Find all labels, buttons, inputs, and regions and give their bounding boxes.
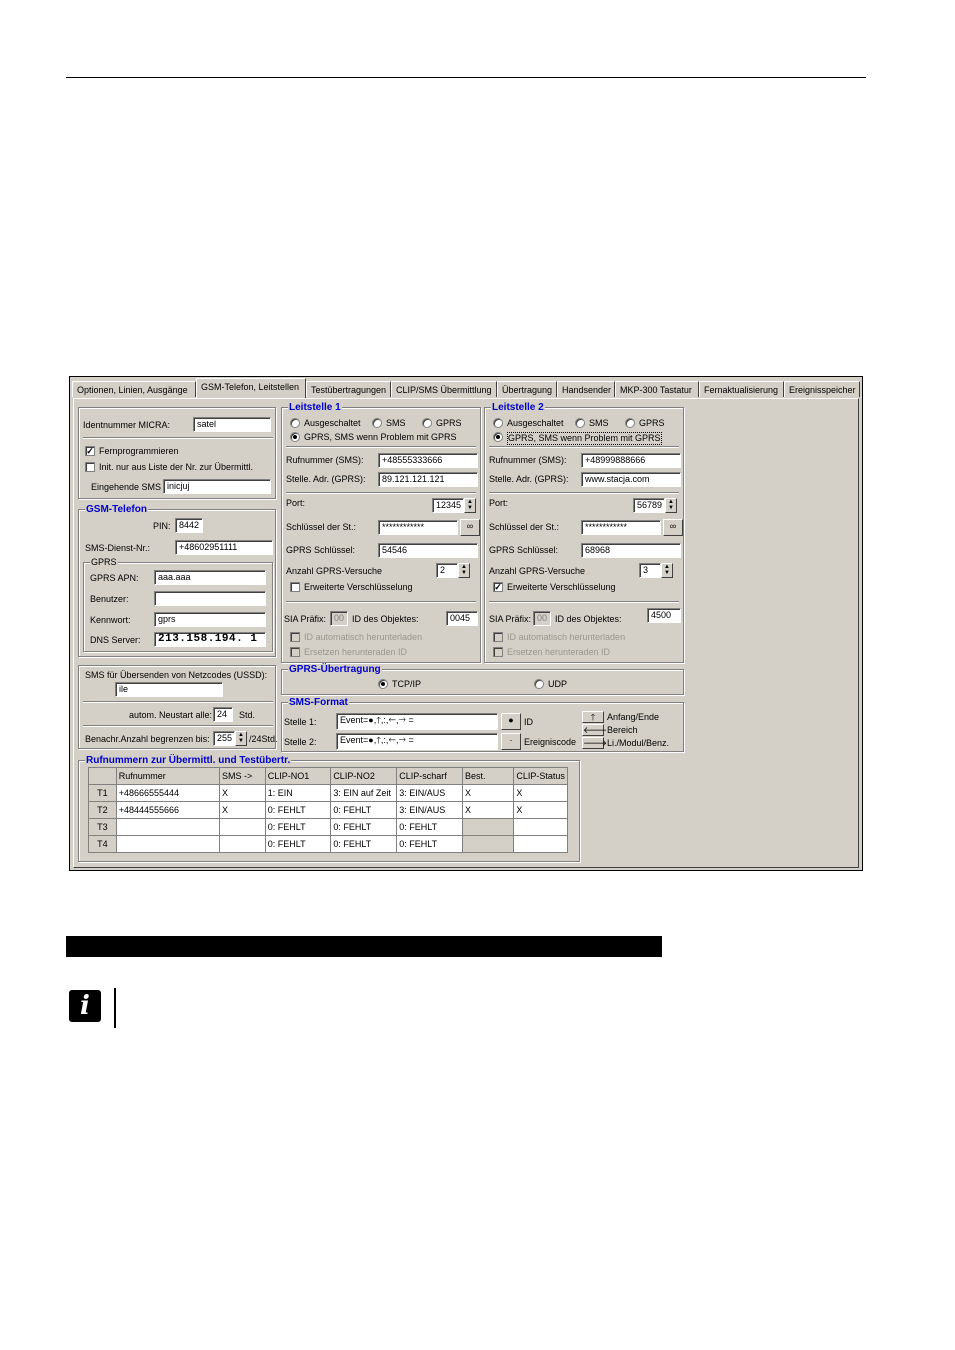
table-cell[interactable]: 0: FEHLT <box>265 802 331 819</box>
dns-input[interactable]: 213.158.194. 1 <box>154 632 266 647</box>
ls1-objid-input[interactable]: 0045 <box>446 611 478 626</box>
arrow-left-icon: 🡐 <box>583 725 608 735</box>
stelle2-input[interactable]: Event=●,🡑,:,🡐,🡒 = <box>336 733 498 750</box>
table-row <box>89 819 568 836</box>
insert-id-button[interactable]: ● <box>501 713 521 730</box>
arrow-up-icon: 🡑 <box>590 712 596 722</box>
benachr-label: Benachr.Anzahl begrenzen bis: <box>85 734 210 744</box>
ussd-label: SMS für Übersenden von Netzcodes (USSD): <box>85 670 268 680</box>
bereich-button[interactable] <box>582 724 608 736</box>
table-cell[interactable]: 0: FEHLT <box>265 836 331 853</box>
ls2-sia-label: SIA Präfix: <box>489 614 532 624</box>
table-cell[interactable]: 0: FEHLT <box>265 819 331 836</box>
ls2-adr-input[interactable]: www.stacja.com <box>581 472 681 487</box>
ls1-ersetzen-checkbox[interactable] <box>290 647 300 657</box>
table-header: CLIP-NO1 <box>265 768 331 785</box>
ls2-port-label: Port: <box>489 498 509 508</box>
table-cell[interactable]: 0: FEHLT <box>331 802 397 819</box>
ls1-versuche-spinner[interactable]: ▲ ▼ <box>458 563 470 578</box>
table-cell[interactable] <box>116 836 219 853</box>
ident-label: Identnummer MICRA: <box>83 420 171 430</box>
tcp-radio[interactable] <box>378 679 388 689</box>
ls1-radio-gprs-label: GPRS <box>436 418 462 428</box>
tab-uebertragung[interactable]: Übertragung <box>497 381 557 397</box>
table-header: Best. <box>462 768 513 785</box>
table-header <box>89 768 117 785</box>
ls1-erw-checkbox[interactable] <box>290 582 300 592</box>
table-cell[interactable] <box>219 836 265 853</box>
apn-label: GPRS APN: <box>90 573 139 583</box>
ls1-port-label: Port: <box>286 498 306 508</box>
eingehend-label: Eingehende SMS <box>91 482 162 492</box>
tab-optionen[interactable]: Optionen, Linien, Ausgänge <box>72 381 196 397</box>
table-header: CLIP-NO2 <box>331 768 397 785</box>
row-label: T1 <box>89 785 117 802</box>
stelle2-label: Stelle 2: <box>284 737 317 747</box>
table-row <box>89 802 568 819</box>
separator <box>286 446 476 448</box>
table-cell[interactable]: X <box>462 785 513 802</box>
ls2-objid-label: ID des Objektes: <box>555 614 622 624</box>
ls2-radio-gprs-sms-label: GPRS, SMS wenn Problem mit GPRS <box>508 433 661 443</box>
pin-input[interactable]: 8442 <box>175 518 203 533</box>
table-cell[interactable]: 0: FEHLT <box>397 819 463 836</box>
table-header: SMS -> <box>219 768 265 785</box>
udp-label: UDP <box>548 679 568 689</box>
ls2-radio-aus-label: Ausgeschaltet <box>507 418 564 428</box>
id-label: ID <box>524 717 533 727</box>
stelle1-input[interactable]: Event=●,🡑,:,🡐,🡒 = <box>336 713 498 730</box>
tab-testuebertragungen[interactable]: Testübertragungen <box>306 381 391 397</box>
neustart-input[interactable]: 24 <box>213 707 233 722</box>
table-cell[interactable]: 0: FEHLT <box>331 836 397 853</box>
separator <box>83 437 273 439</box>
table-header-row <box>89 768 568 785</box>
sms-format-title: SMS-Format <box>289 697 348 708</box>
table-cell[interactable] <box>219 819 265 836</box>
kennwort-input[interactable]: gprs <box>154 612 266 627</box>
ls2-auto-label: ID automatisch herunterladen <box>507 632 626 642</box>
gsm-title: GSM-Telefon <box>86 504 147 515</box>
ls1-sia-label: SIA Präfix: <box>284 614 327 624</box>
separator <box>489 601 679 603</box>
table-cell[interactable] <box>514 819 568 836</box>
ls1-versuche-input[interactable]: 2 <box>436 563 458 578</box>
ls2-gprskey-input[interactable]: 68968 <box>581 543 681 558</box>
ls2-radio-sms-label: SMS <box>589 418 609 428</box>
table-header: CLIP-scharf <box>397 768 463 785</box>
tab-bar <box>70 377 862 399</box>
ls2-gprskey-label: GPRS Schlüssel: <box>489 545 559 555</box>
ls1-ruf-label: Rufnummer (SMS): <box>286 455 364 465</box>
table-header: CLIP-Status <box>514 768 568 785</box>
table-row <box>89 836 568 853</box>
ereignis-label: Ereigniscode <box>524 737 577 747</box>
ls2-radio-aus[interactable] <box>493 418 503 428</box>
ls2-sia-input[interactable]: 00 <box>533 611 551 626</box>
neustart-unit: Std. <box>239 710 256 720</box>
separator <box>286 601 476 603</box>
pin-label: PIN: <box>153 521 171 531</box>
ls1-adr-input[interactable]: 89.121.121.121 <box>378 472 478 487</box>
ls2-key-label: Schlüssel der St.: <box>489 522 560 532</box>
ls1-radio-gprs[interactable] <box>422 418 432 428</box>
ls2-show-key-button[interactable] <box>663 519 683 536</box>
glasses-icon: ∞ <box>466 521 474 531</box>
linie-label: Li./Modul/Benz. <box>607 738 670 748</box>
table-cell[interactable]: X <box>514 785 568 802</box>
eingehend-input[interactable]: inicjuj <box>163 479 271 494</box>
ls2-erw-checkbox[interactable]: ✓ <box>494 582 502 592</box>
tab-fernaktualisierung[interactable]: Fernaktualisierung <box>699 381 784 397</box>
bereich-label: Bereich <box>607 725 638 735</box>
ls1-radio-sms[interactable] <box>372 418 382 428</box>
ls1-gprskey-input[interactable]: 54546 <box>378 543 478 558</box>
benutzer-input[interactable] <box>154 591 266 606</box>
leitstelle2-group <box>484 402 684 663</box>
ls1-objid-label: ID des Objektes: <box>352 614 419 624</box>
ls2-port-input[interactable]: 56789 <box>633 498 665 513</box>
settings-window <box>69 376 863 871</box>
ls1-auto-label: ID automatisch herunterladen <box>304 632 423 642</box>
init-label: Init. nur aus Liste der Nr. zur Übermittl. <box>99 462 254 472</box>
insert-ereignis-button[interactable]: · <box>501 733 521 750</box>
rufnr-title: Rufnummern zur Übermittl. und Testübertr. <box>86 755 291 766</box>
ls1-auto-checkbox[interactable] <box>290 632 300 642</box>
ls2-versuche-spinner[interactable]: ▲ ▼ <box>661 563 673 578</box>
sms-dienst-input[interactable]: +48602951111 <box>175 540 273 555</box>
ls1-radio-gprs-sms-label: GPRS, SMS wenn Problem mit GPRS <box>304 432 457 442</box>
ls1-gprskey-label: GPRS Schlüssel: <box>286 545 356 555</box>
benachr-input[interactable]: 255 <box>213 731 235 746</box>
section-bar <box>66 936 662 957</box>
table-cell[interactable]: 3: EIN auf Zeit <box>331 785 397 802</box>
table-cell[interactable] <box>514 836 568 853</box>
table-row <box>89 785 568 802</box>
ls1-radio-aus[interactable] <box>290 418 300 428</box>
table-cell[interactable]: X <box>219 802 265 819</box>
tab-ereignisspeicher[interactable]: Ereignisspeicher <box>784 381 860 397</box>
ls2-ersetzen-label: Ersetzen herunteraden ID <box>507 647 611 657</box>
ls2-radio-gprs-sms[interactable] <box>493 432 503 442</box>
sms-format-group <box>281 697 684 752</box>
ls1-radio-sms-label: SMS <box>386 418 406 428</box>
separator <box>286 492 476 494</box>
ls1-port-input[interactable]: 12345 <box>432 498 464 513</box>
sms-dienst-label: SMS-Dienst-Nr.: <box>85 543 151 553</box>
tab-handsender[interactable]: Handsender <box>557 381 615 397</box>
fernprog-checkbox[interactable]: ✓ <box>86 446 94 456</box>
ls1-radio-aus-label: Ausgeschaltet <box>304 418 361 428</box>
table-cell[interactable]: X <box>514 802 568 819</box>
tcp-label: TCP/IP <box>392 679 422 689</box>
ls1-ersetzen-label: Ersetzen herunteraden ID <box>304 647 408 657</box>
ls1-radio-gprs-sms[interactable] <box>290 432 300 442</box>
benachr-spinner[interactable]: ▲ ▼ <box>235 731 247 746</box>
anfang-button[interactable] <box>582 711 604 723</box>
header-rule <box>66 77 866 78</box>
info-icon: i <box>69 990 101 1022</box>
gprs-title: GPRS <box>91 557 117 567</box>
separator <box>489 446 679 448</box>
ussd-input[interactable]: ile <box>115 682 223 697</box>
dns-label: DNS Server: <box>90 635 141 645</box>
ls1-key-label: Schlüssel der St.: <box>286 522 357 532</box>
ls1-erw-label: Erweiterte Verschlüsselung <box>304 582 413 592</box>
gprs-uebertragung-group <box>281 664 684 695</box>
ls1-sia-input[interactable]: 00 <box>330 611 348 626</box>
ls2-adr-label: Stelle. Adr. (GPRS): <box>489 474 569 484</box>
ls2-ruf-input[interactable]: +48999888666 <box>581 453 681 468</box>
ls2-objid-input[interactable]: 4500 <box>647 608 681 623</box>
stelle1-label: Stelle 1: <box>284 717 317 727</box>
ls1-adr-label: Stelle. Adr. (GPRS): <box>286 474 366 484</box>
tab-mkp300[interactable]: MKP-300 Tastatur <box>615 381 699 397</box>
ussd-group <box>78 665 276 749</box>
ls1-port-spinner[interactable]: ▲ ▼ <box>464 498 476 513</box>
udp-radio[interactable] <box>534 679 544 689</box>
ls2-ersetzen-checkbox[interactable] <box>493 647 503 657</box>
ls2-radio-sms[interactable] <box>575 418 585 428</box>
table-cell[interactable]: X <box>219 785 265 802</box>
table-cell[interactable]: X <box>462 802 513 819</box>
ls1-title: Leitstelle 1 <box>289 402 341 413</box>
table-header: Rufnummer <box>116 768 219 785</box>
info-divider <box>114 988 116 1028</box>
ls2-title: Leitstelle 2 <box>492 402 544 413</box>
ls2-auto-checkbox[interactable] <box>493 632 503 642</box>
ls2-versuche-input[interactable]: 3 <box>639 563 661 578</box>
table-cell[interactable]: +48666555444 <box>116 785 219 802</box>
anfang-label: Anfang/Ende <box>607 712 660 722</box>
ident-input[interactable]: satel <box>193 417 271 432</box>
ls2-ruf-label: Rufnummer (SMS): <box>489 455 567 465</box>
separator <box>489 492 679 494</box>
gprs-subgroup <box>83 557 273 652</box>
table-cell[interactable]: 3: EIN/AUS <box>397 785 463 802</box>
separator <box>83 701 273 703</box>
ls2-radio-gprs-label: GPRS <box>639 418 665 428</box>
table-cell <box>462 836 513 853</box>
ls2-erw-label: Erweiterte Verschlüsselung <box>507 582 616 592</box>
init-checkbox[interactable] <box>85 462 95 472</box>
gprs-ue-title: GPRS-Übertragung <box>289 664 381 675</box>
row-label: T4 <box>89 836 117 853</box>
ls2-key-input[interactable]: ************ <box>581 520 661 535</box>
rufnummern-table <box>88 767 568 853</box>
tab-gsm-telefon[interactable]: GSM-Telefon, Leitstellen <box>196 378 306 398</box>
arrow-right-icon: 🡒 <box>583 738 608 748</box>
ls1-ruf-input[interactable]: +48555333666 <box>378 453 478 468</box>
ls2-versuche-label: Anzahl GPRS-Versuche <box>489 566 586 576</box>
fernprog-label: Fernprogrammieren <box>99 446 179 456</box>
ls1-key-input[interactable]: ************ <box>378 520 458 535</box>
table-cell[interactable]: 0: FEHLT <box>397 836 463 853</box>
leitstelle1-group <box>281 402 481 663</box>
ls1-versuche-label: Anzahl GPRS-Versuche <box>286 566 383 576</box>
tab-panel <box>73 398 859 868</box>
benachr-unit: /24Std. <box>249 734 278 744</box>
table-cell[interactable]: +48444555666 <box>116 802 219 819</box>
ls2-port-spinner[interactable]: ▲ ▼ <box>665 498 677 513</box>
row-label: T2 <box>89 802 117 819</box>
ident-group <box>78 407 276 499</box>
apn-input[interactable]: aaa.aaa <box>154 570 266 585</box>
table-cell[interactable] <box>116 819 219 836</box>
gsm-group <box>78 504 276 657</box>
table-cell[interactable]: 1: EIN <box>265 785 331 802</box>
tab-clip-sms[interactable]: CLIP/SMS Übermittlung <box>391 381 497 397</box>
table-cell[interactable]: 3: EIN/AUS <box>397 802 463 819</box>
table-cell[interactable]: 0: FEHLT <box>331 819 397 836</box>
kennwort-label: Kennwort: <box>90 615 131 625</box>
separator <box>83 725 273 727</box>
neustart-label: autom. Neustart alle: <box>129 710 213 720</box>
row-label: T3 <box>89 819 117 836</box>
linie-button[interactable] <box>582 737 608 749</box>
ls2-radio-gprs[interactable] <box>625 418 635 428</box>
table-cell <box>462 819 513 836</box>
benutzer-label: Benutzer: <box>90 594 129 604</box>
glasses-icon: ∞ <box>669 521 677 531</box>
ls1-show-key-button[interactable] <box>460 519 480 536</box>
